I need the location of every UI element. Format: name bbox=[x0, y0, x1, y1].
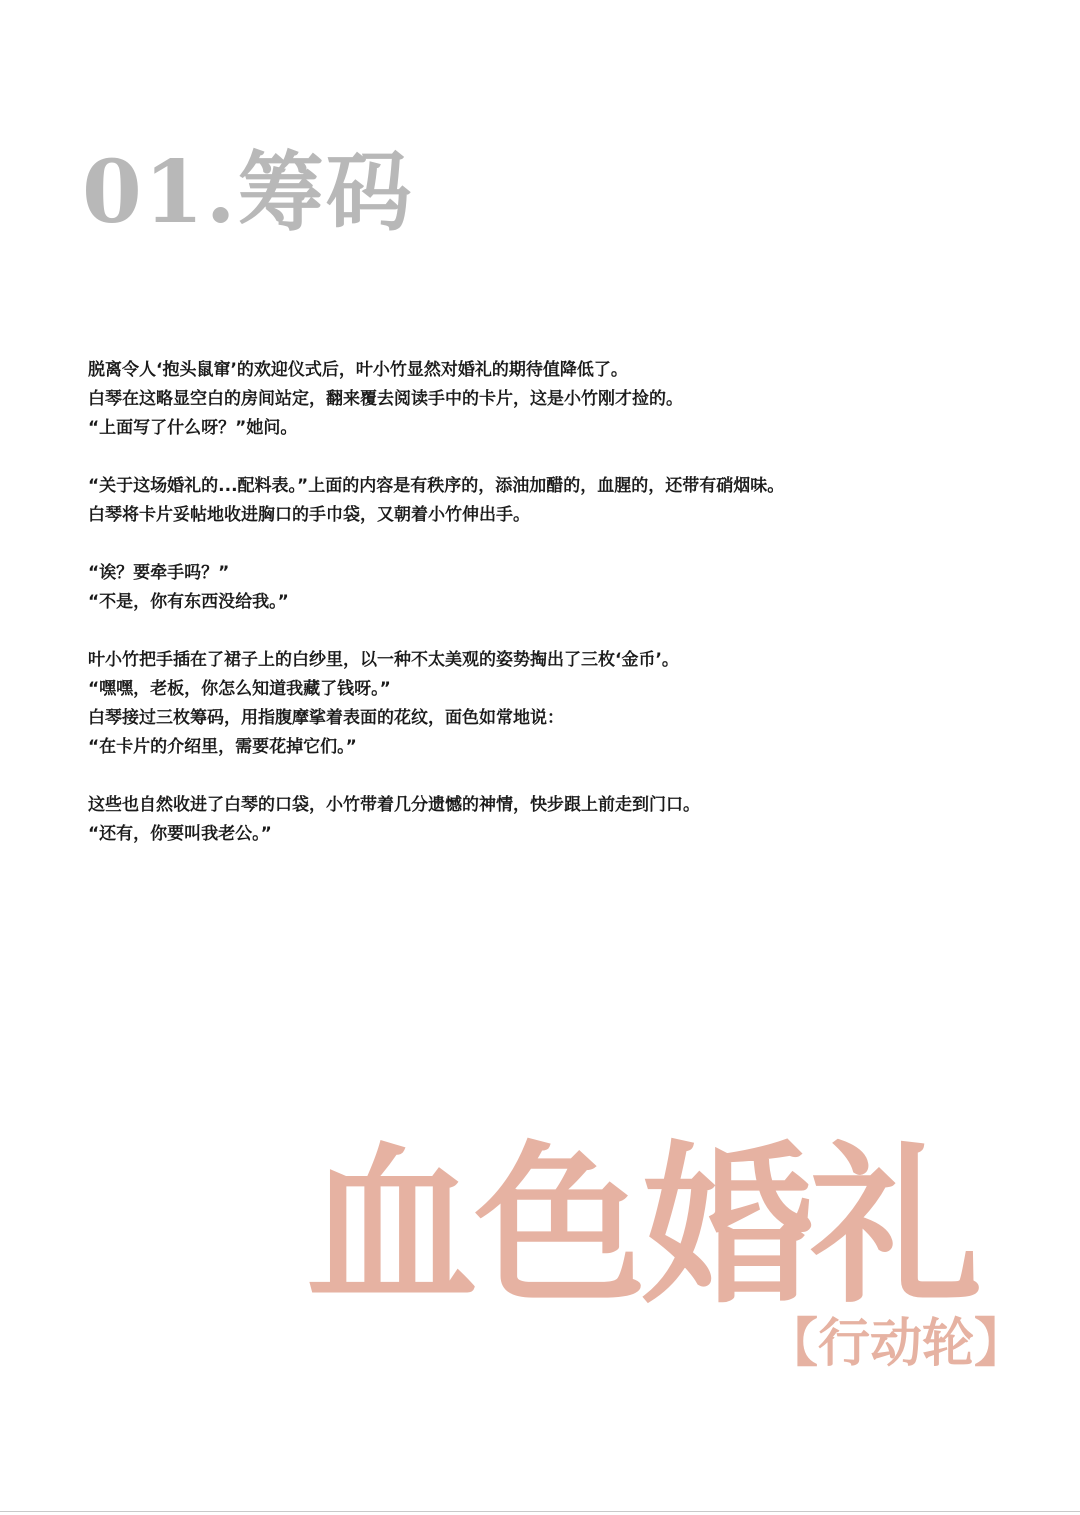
brand-logo-subtitle: 【行动轮】 bbox=[766, 1313, 1027, 1374]
paragraph-gap bbox=[88, 762, 988, 791]
paragraph-line: “在卡片的介绍里，需要花掉它们。” bbox=[88, 737, 357, 757]
paragraph-line: 白琴将卡片妥帖地收进胸口的手巾袋，又朝着小竹伸出手。 bbox=[88, 505, 530, 525]
paragraph-line: “上面写了什么呀？”她问。 bbox=[88, 418, 298, 438]
paragraph-line: 白琴在这略显空白的房间站定，翻来覆去阅读手中的卡片，这是小竹刚才捡的。 bbox=[88, 389, 683, 409]
paragraph-line: 白琴接过三枚筹码，用指腹摩挲着表面的花纹，面色如常地说： bbox=[88, 708, 564, 728]
paragraph-line: 这些也自然收进了白琴的口袋，小竹带着几分遗憾的神情，快步跟上前走到门口。 bbox=[88, 795, 700, 815]
brand-logo-title: 血色婚礼 bbox=[306, 1124, 978, 1327]
paragraph-line: “关于这场婚礼的...配料表。”上面的内容是有秩序的，添油加醋的，血腥的，还带有硝烟味。 bbox=[88, 476, 785, 496]
paragraph-line: “不是，你有东西没给我。” bbox=[88, 592, 289, 612]
paragraph-line: “嘿嘿，老板，你怎么知道我藏了钱呀。” bbox=[88, 679, 391, 699]
paragraph-line: “诶？要牵手吗？” bbox=[88, 563, 230, 583]
paragraph-line: 叶小竹把手插在了裙子上的白纱里，以一种不太美观的姿势掏出了三枚‘金币’。 bbox=[88, 650, 679, 670]
chapter-title: 01.筹码 bbox=[82, 142, 414, 243]
paragraph-gap bbox=[88, 617, 988, 646]
paragraph-line: 脱离令人‘抱头鼠窜’的欢迎仪式后，叶小竹显然对婚礼的期待值降低了。 bbox=[88, 360, 628, 380]
paragraph-gap bbox=[88, 443, 988, 472]
bottom-divider bbox=[0, 1511, 1080, 1512]
paragraph-gap bbox=[88, 530, 988, 559]
paragraph-line: “还有，你要叫我老公。” bbox=[88, 824, 272, 844]
story-text bbox=[88, 356, 988, 849]
